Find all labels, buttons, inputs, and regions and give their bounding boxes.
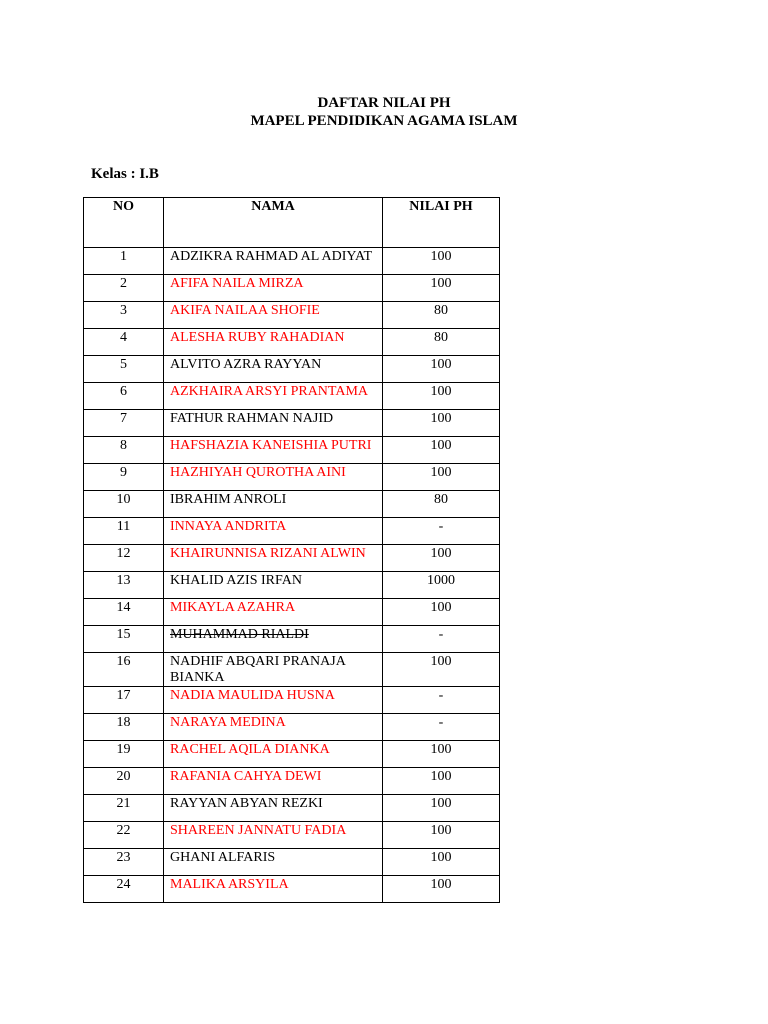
grade-value: 100 xyxy=(383,653,500,687)
row-number: 13 xyxy=(84,572,164,599)
table-row xyxy=(84,714,500,741)
student-name: MUHAMMAD RIALDI xyxy=(164,626,383,653)
header-no: NO xyxy=(84,198,164,248)
grade-value: 80 xyxy=(383,491,500,518)
table-row xyxy=(84,822,500,849)
table-row xyxy=(84,653,500,687)
grade-value: - xyxy=(383,687,500,714)
grade-value: 100 xyxy=(383,275,500,302)
student-name: NADIA MAULIDA HUSNA xyxy=(164,687,383,714)
row-number: 8 xyxy=(84,437,164,464)
table-row xyxy=(84,329,500,356)
table-row xyxy=(84,599,500,626)
grade-value: 100 xyxy=(383,437,500,464)
row-number: 14 xyxy=(84,599,164,626)
row-number: 10 xyxy=(84,491,164,518)
grade-value: 100 xyxy=(383,248,500,275)
grade-value: 100 xyxy=(383,464,500,491)
student-name: NADHIF ABQARI PRANAJA BIANKA xyxy=(164,653,383,687)
row-number: 6 xyxy=(84,383,164,410)
table-row xyxy=(84,437,500,464)
student-name: KHALID AZIS IRFAN xyxy=(164,572,383,599)
student-name: RACHEL AQILA DIANKA xyxy=(164,741,383,768)
grade-value: 100 xyxy=(383,768,500,795)
student-name: AZKHAIRA ARSYI PRANTAMA xyxy=(164,383,383,410)
table-header-row xyxy=(84,198,500,248)
table-row xyxy=(84,248,500,275)
table-row xyxy=(84,383,500,410)
table-row xyxy=(84,464,500,491)
grade-value: 100 xyxy=(383,356,500,383)
table-row xyxy=(84,302,500,329)
grades-table xyxy=(83,197,500,903)
grade-value: 100 xyxy=(383,876,500,903)
row-number: 5 xyxy=(84,356,164,383)
row-number: 19 xyxy=(84,741,164,768)
table-row xyxy=(84,741,500,768)
row-number: 22 xyxy=(84,822,164,849)
table-row xyxy=(84,410,500,437)
row-number: 1 xyxy=(84,248,164,275)
student-name: IBRAHIM ANROLI xyxy=(164,491,383,518)
table-body xyxy=(84,248,500,903)
row-number: 3 xyxy=(84,302,164,329)
row-number: 11 xyxy=(84,518,164,545)
student-name: HAFSHAZIA KANEISHIA PUTRI xyxy=(164,437,383,464)
table-row xyxy=(84,356,500,383)
student-name: RAYYAN ABYAN REZKI xyxy=(164,795,383,822)
table-row xyxy=(84,626,500,653)
table-row xyxy=(84,687,500,714)
table-row xyxy=(84,849,500,876)
row-number: 18 xyxy=(84,714,164,741)
grade-value: 100 xyxy=(383,383,500,410)
student-name: RAFANIA CAHYA DEWI xyxy=(164,768,383,795)
row-number: 20 xyxy=(84,768,164,795)
table-row xyxy=(84,572,500,599)
row-number: 12 xyxy=(84,545,164,572)
table-row xyxy=(84,275,500,302)
student-name: AKIFA NAILAA SHOFIE xyxy=(164,302,383,329)
document-title: DAFTAR NILAI PH xyxy=(317,95,451,111)
student-name: MALIKA ARSYILA xyxy=(164,876,383,903)
class-label: Kelas : I.B xyxy=(91,166,159,182)
row-number: 2 xyxy=(84,275,164,302)
grade-value: 80 xyxy=(383,302,500,329)
grade-value: 100 xyxy=(383,741,500,768)
table-row xyxy=(84,545,500,572)
row-number: 15 xyxy=(84,626,164,653)
grade-value: - xyxy=(383,518,500,545)
student-name: FATHUR RAHMAN NAJID xyxy=(164,410,383,437)
grade-value: 100 xyxy=(383,410,500,437)
table-row xyxy=(84,795,500,822)
grade-value: - xyxy=(383,626,500,653)
header-nama: NAMA xyxy=(164,198,383,248)
document-subtitle: MAPEL PENDIDIKAN AGAMA ISLAM xyxy=(250,113,518,129)
student-name: ADZIKRA RAHMAD AL ADIYAT xyxy=(164,248,383,275)
row-number: 9 xyxy=(84,464,164,491)
grade-value: 100 xyxy=(383,599,500,626)
student-name: AFIFA NAILA MIRZA xyxy=(164,275,383,302)
student-name: ALESHA RUBY RAHADIAN xyxy=(164,329,383,356)
row-number: 17 xyxy=(84,687,164,714)
header-nilai: NILAI PH xyxy=(383,198,500,248)
grade-value: 80 xyxy=(383,329,500,356)
table-row xyxy=(84,768,500,795)
row-number: 23 xyxy=(84,849,164,876)
student-name: MIKAYLA AZAHRA xyxy=(164,599,383,626)
student-name: HAZHIYAH QUROTHA AINI xyxy=(164,464,383,491)
student-name: KHAIRUNNISA RIZANI ALWIN xyxy=(164,545,383,572)
row-number: 21 xyxy=(84,795,164,822)
grade-value: 100 xyxy=(383,822,500,849)
student-name: NARAYA MEDINA xyxy=(164,714,383,741)
student-name: ALVITO AZRA RAYYAN xyxy=(164,356,383,383)
grade-value: 100 xyxy=(383,795,500,822)
row-number: 4 xyxy=(84,329,164,356)
grade-value: 100 xyxy=(383,849,500,876)
table-row xyxy=(84,491,500,518)
student-name: GHANI ALFARIS xyxy=(164,849,383,876)
grade-value: 100 xyxy=(383,545,500,572)
table-row xyxy=(84,876,500,903)
student-name: SHAREEN JANNATU FADIA xyxy=(164,822,383,849)
table-row xyxy=(84,518,500,545)
grade-value: 1000 xyxy=(383,572,500,599)
grade-value: - xyxy=(383,714,500,741)
row-number: 16 xyxy=(84,653,164,687)
student-name: INNAYA ANDRITA xyxy=(164,518,383,545)
row-number: 24 xyxy=(84,876,164,903)
row-number: 7 xyxy=(84,410,164,437)
